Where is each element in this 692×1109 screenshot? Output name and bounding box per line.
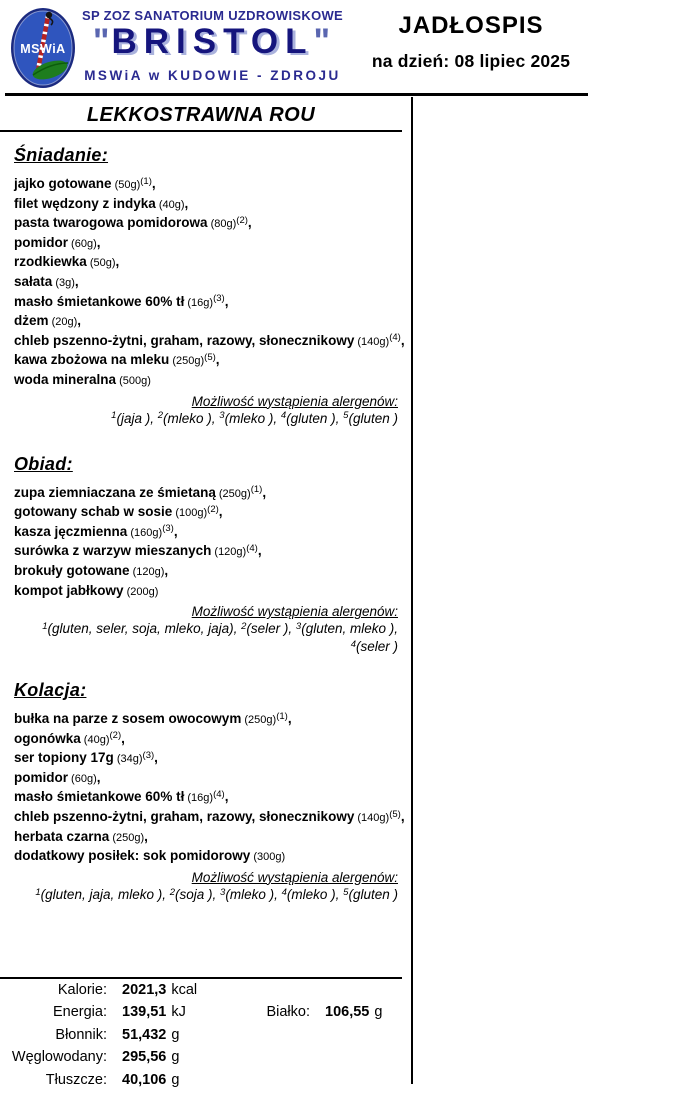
meals-root: [0, 145, 405, 904]
menu-item-separator: ,: [224, 293, 229, 309]
menu-item-name: dodatkowy posiłek: sok pomidorowy: [14, 848, 251, 864]
menu-item-name: jajko gotowane: [14, 176, 112, 191]
nutrition-unit: kJ: [171, 1004, 186, 1021]
menu-item-allergen-ref: (4): [246, 543, 258, 555]
allergen-ref-number: 1: [111, 410, 117, 422]
document-title: JADŁOSPIS: [398, 12, 544, 39]
diet-title: LEKKOSTRAWNA ROU: [0, 96, 402, 132]
nutrition-label: Białko:: [266, 1004, 310, 1021]
menu-item-portion: (140g): [354, 812, 390, 825]
menu-item-name: kawa zbożowa na mleku: [14, 352, 170, 368]
menu-item-portion: (16g): [184, 296, 214, 309]
menu-item-portion: (100g): [172, 507, 208, 520]
menu-item: [14, 273, 398, 293]
meal-item-list: [14, 175, 405, 391]
nutrition-unit: g: [171, 1026, 180, 1043]
document-date: na dzień: 08 lipiec 2025: [371, 51, 571, 71]
nutrition-unit: g: [171, 1049, 180, 1066]
allergen-ref-number: 1: [35, 886, 41, 898]
menu-item: [14, 503, 398, 523]
menu-item-name: herbata czarna: [14, 828, 110, 844]
menu-item-allergen-ref: (2): [236, 214, 248, 226]
menu-item-separator: ,: [151, 176, 156, 191]
nutrition-label: Energia:: [52, 1004, 107, 1021]
nutrition-unit: g: [171, 1071, 180, 1088]
menu-item-separator: ,: [218, 504, 223, 520]
menu-item-portion: (200g): [123, 585, 159, 598]
meal-item-list: [14, 710, 405, 867]
menu-item-name: pomidor: [14, 769, 68, 785]
menu-column: [0, 96, 405, 904]
nutrition-protein-group: [230, 1004, 382, 1020]
allergen-list: $^1$(gluten, jaja, mleko ), $^2$(soja ), $^3$(mleko ), $^4$(mleko ), $^5$(gluten ): [35, 886, 398, 902]
menu-item-separator: ,: [287, 711, 292, 727]
menu-item: [14, 293, 398, 313]
menu-item-portion: (250g): [169, 355, 205, 368]
menu-item-portion: (500g): [116, 374, 151, 387]
nutrition-row-carbs: [0, 1049, 402, 1071]
menu-item-allergen-ref: (1): [140, 175, 152, 187]
menu-item: [14, 749, 398, 769]
menu-item-name: kasza jęczmienna: [14, 523, 128, 539]
menu-item: [14, 371, 398, 391]
menu-item-allergen-ref: (3): [213, 293, 225, 305]
allergen-ref-number: 4: [280, 410, 287, 422]
menu-item-separator: ,: [115, 254, 120, 270]
menu-item: [14, 562, 398, 582]
menu-item-allergen-ref: (1): [250, 484, 263, 496]
menu-item-separator: ,: [257, 543, 262, 559]
title-block: [355, 12, 587, 72]
allergen-ref-number: 5: [343, 886, 349, 898]
menu-item: [14, 195, 398, 215]
meal-heading: Śniadanie:: [14, 145, 109, 165]
nutrition-value: 40,106: [122, 1071, 167, 1088]
menu-item-name: chleb pszenno-żytni, graham, razowy, słonecznikowy: [14, 809, 355, 825]
logo-text: MSWiA: [20, 42, 66, 56]
menu-item-portion: (60g): [68, 237, 97, 250]
organization-line2: MSWiA w KUDOWIE - ZDROJU: [84, 68, 341, 83]
allergen-ref-number: 2: [157, 410, 164, 422]
menu-item-separator: ,: [247, 215, 252, 231]
menu-item: [14, 582, 398, 602]
menu-item-allergen-ref: (4): [213, 789, 225, 801]
menu-item: [14, 332, 405, 352]
menu-item-separator: ,: [173, 523, 178, 539]
nutrition-label: Węglowodany:: [11, 1049, 107, 1066]
menu-item-name: filet wędzony z indyka: [14, 195, 156, 211]
menu-item-separator: ,: [74, 273, 79, 289]
nutrition-value: 106,55: [325, 1004, 370, 1021]
column-divider-line: [411, 97, 413, 1084]
meal-section-0: [14, 145, 405, 428]
menu-item-separator: ,: [154, 750, 158, 766]
menu-item-separator: ,: [96, 769, 101, 785]
menu-item: [14, 808, 405, 828]
nutrition-value: 139,51: [122, 1004, 167, 1021]
menu-item-name: brokuły gotowane: [14, 562, 130, 578]
menu-item: [14, 234, 398, 254]
menu-item-portion: (40g): [80, 733, 110, 746]
menu-item-portion: (3g): [52, 276, 75, 289]
menu-item-allergen-ref: (5): [389, 808, 401, 820]
allergen-ref-number: 3: [220, 886, 226, 898]
menu-item-portion: (300g): [250, 851, 286, 864]
nutrition-unit: g: [374, 1004, 383, 1021]
allergen-heading: Możliwość wystąpienia alergenów:: [191, 604, 398, 620]
menu-item-name: chleb pszenno-żytni, graham, razowy, słonecznikowy: [14, 332, 355, 348]
close-quote: ": [313, 22, 333, 61]
menu-item-portion: (60g): [68, 772, 97, 785]
nutrition-value: 295,56: [122, 1049, 167, 1066]
menu-item-portion: (120g): [129, 565, 165, 578]
nutrition-row-calories: [0, 982, 402, 1004]
menu-item: [14, 175, 398, 195]
menu-item-separator: ,: [96, 234, 101, 250]
menu-item-separator: ,: [224, 789, 229, 805]
nutrition-divider-line: [0, 977, 402, 979]
menu-item-separator: ,: [400, 809, 405, 825]
menu-item: [14, 828, 398, 848]
menu-item: [14, 769, 398, 789]
menu-item-portion: (250g): [109, 831, 145, 844]
menu-item-name: pasta twarogowa pomidorowa: [14, 215, 208, 231]
menu-item: [14, 351, 398, 371]
menu-item-portion: (40g): [155, 198, 185, 211]
menu-item-portion: (34g): [113, 753, 143, 766]
menu-item-name: ogonówka: [14, 730, 81, 746]
menu-item-portion: (120g): [211, 546, 247, 559]
meal-item-list: [14, 484, 398, 602]
menu-item-portion: (16g): [184, 792, 214, 805]
mswia-sanatorium-logo-icon: [10, 6, 76, 90]
menu-item-allergen-ref: (2): [109, 730, 122, 742]
allergen-ref-number: 1: [42, 620, 48, 632]
allergen-list: $^1$(jaja ), $^2$(mleko ), $^3$(mleko ), $^4$(gluten ), $^5$(gluten ): [111, 410, 398, 426]
menu-item: [14, 214, 398, 234]
menu-item-portion: (80g): [207, 218, 237, 231]
nutrition-row-fats: [0, 1072, 402, 1094]
meal-heading: Kolacja:: [14, 680, 87, 701]
nutrition-panel: [0, 982, 402, 1094]
menu-item-name: ser topiony 17g: [14, 750, 114, 766]
menu-item-separator: ,: [77, 313, 82, 329]
open-quote: ": [92, 22, 112, 61]
menu-item-separator: ,: [164, 562, 169, 578]
nutrition-label: Tłuszcze:: [45, 1071, 107, 1088]
allergen-ref-number: 2: [169, 886, 176, 898]
menu-item-name: gotowany schab w sosie: [14, 504, 173, 520]
menu-item-separator: ,: [215, 352, 220, 368]
nutrition-value: 51,432: [122, 1026, 167, 1043]
menu-item-name: kompot jabłkowy: [14, 582, 124, 598]
menu-item-allergen-ref: (3): [162, 523, 174, 535]
allergen-heading: Możliwość wystąpienia alergenów:: [191, 393, 398, 409]
menu-item-portion: (160g): [127, 526, 163, 539]
menu-item-separator: ,: [400, 332, 405, 348]
meal-section-1: [14, 454, 398, 657]
nutrition-value: 2021,3: [122, 982, 167, 998]
menu-item-name: woda mineralna: [14, 371, 117, 387]
menu-item: [14, 730, 398, 750]
menu-item-portion: (140g): [354, 335, 390, 348]
allergen-ref-number: 4: [350, 638, 356, 650]
organization-name: [70, 24, 355, 67]
menu-item-name: zupa ziemniaczana ze śmietaną: [14, 484, 216, 500]
menu-item: [14, 788, 398, 808]
meal-section-2: [14, 680, 405, 904]
menu-item-portion: (50g): [111, 179, 141, 191]
menu-item-name: dżem: [14, 313, 49, 329]
menu-item-separator: ,: [144, 828, 148, 844]
meal-heading: Obiad:: [14, 453, 73, 474]
allergen-ref-number: 3: [295, 620, 302, 632]
menu-item-name: rzodkiewka: [14, 254, 87, 270]
menu-item-portion: (20g): [48, 316, 78, 329]
nutrition-row-energy: [0, 1004, 402, 1026]
organization-line1: SP ZOZ SANATORIUM UZDROWISKOWE: [81, 8, 344, 23]
menu-item-allergen-ref: (4): [389, 332, 401, 344]
allergen-ref-number: 3: [219, 410, 225, 422]
organization-block: [70, 8, 355, 83]
menu-item: [14, 542, 398, 562]
menu-item: [14, 847, 398, 867]
menu-item-allergen-ref: (2): [207, 503, 219, 515]
menu-item: [14, 253, 398, 273]
allergen-heading: Możliwość wystąpienia alergenów:: [191, 869, 398, 885]
allergen-ref-number: 2: [241, 620, 247, 632]
menu-item-name: masło śmietankowe 60% tł: [14, 789, 185, 805]
document-header: [0, 0, 692, 93]
menu-item-allergen-ref: (5): [204, 352, 216, 364]
menu-item: [14, 710, 398, 730]
menu-item-separator: ,: [121, 730, 125, 746]
menu-item-allergen-ref: (3): [142, 750, 155, 762]
menu-item-portion: (250g): [241, 714, 277, 727]
menu-item-name: pomidor: [14, 234, 68, 250]
nutrition-unit: kcal: [171, 982, 198, 998]
nutrition-label: Błonnik:: [55, 1026, 107, 1043]
menu-item-name: masło śmietankowe 60% tł: [14, 293, 185, 309]
menu-item: [14, 312, 398, 332]
allergen-list: $^1$(gluten, seler, soja, mleko, jaja), $^2$(seler ), $^3$(gluten, mleko ), $^4$(seler ): [42, 620, 398, 655]
menu-item-separator: ,: [262, 484, 267, 500]
nutrition-row-fiber: [0, 1027, 402, 1049]
menu-item: [14, 523, 398, 543]
menu-item-separator: ,: [184, 195, 189, 211]
nutrition-label: Kalorie:: [57, 982, 107, 998]
menu-item-name: surówka z warzyw mieszanych: [14, 543, 212, 559]
menu-item-name: bułka na parze z sosem owocowym: [14, 711, 242, 727]
organization-name-text: BRISTOL: [111, 22, 314, 61]
allergen-ref-number: 5: [343, 410, 349, 422]
menu-item-portion: (250g): [215, 487, 251, 500]
allergen-ref-number: 4: [281, 886, 287, 898]
menu-item-portion: (50g): [86, 257, 116, 270]
menu-item-allergen-ref: (1): [276, 710, 288, 722]
menu-item: [14, 484, 398, 504]
menu-item-name: sałata: [14, 273, 53, 289]
